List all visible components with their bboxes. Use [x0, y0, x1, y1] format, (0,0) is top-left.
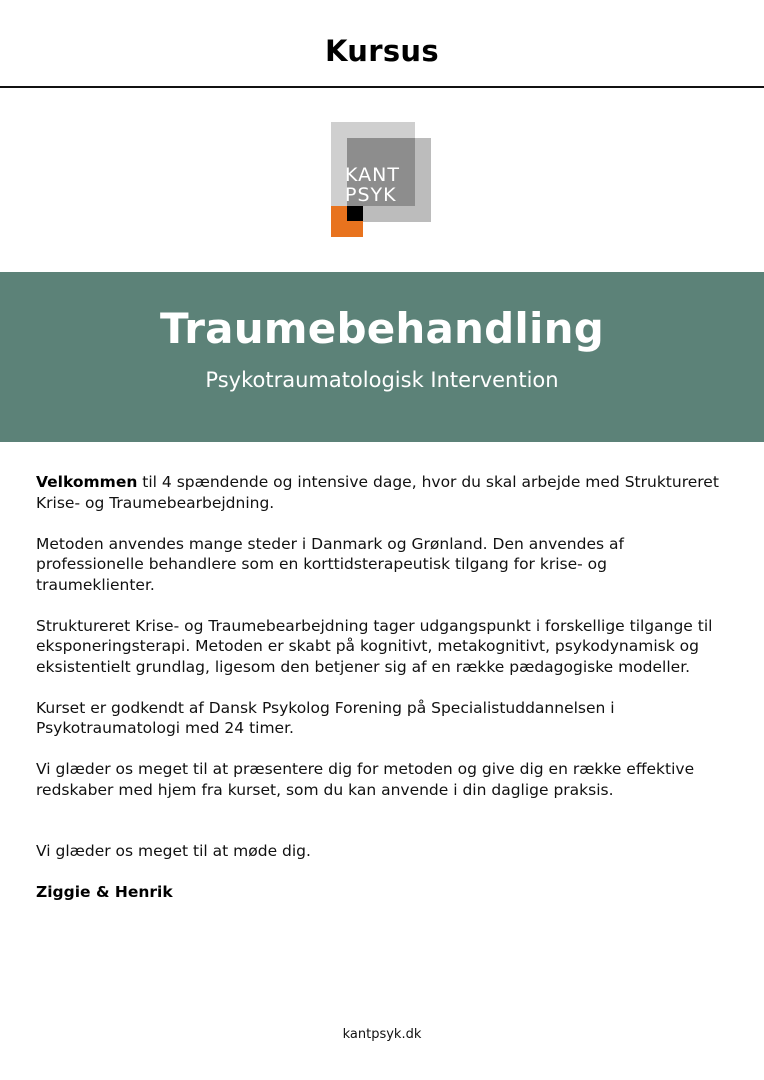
signature: [36, 882, 726, 903]
method-paragraph: Metoden anvendes mange steder i Danmark og Grønland. Den anvendes af professionelle behandlere som en korttidsterapeutisk tilgang for krise- og traumeklienter.: [36, 534, 624, 594]
kantpsyk-logo: [331, 122, 432, 237]
course-description: [36, 472, 726, 923]
intro-bold: Velkommen: [36, 473, 138, 491]
approval-paragraph: Kurset er godkendt af Dansk Psykolog Forening på Specialistuddannelsen i Psykotraumatologi med 24 timer.: [36, 698, 615, 737]
course-subtitle: Psykotraumatologisk Intervention: [205, 368, 559, 392]
page-title: Kursus: [325, 34, 439, 68]
header-divider: [0, 86, 764, 88]
logo-black-square: [347, 206, 363, 221]
intro-paragraph: [36, 472, 726, 513]
logo-word-kant: KANT: [345, 164, 400, 186]
logo-word-psyk: PSYK: [345, 184, 397, 206]
title-banner: [0, 272, 764, 442]
signature-names: Ziggie & Henrik: [36, 883, 173, 901]
course-title: Traumebehandling: [160, 304, 604, 353]
closing-paragraph: Vi glæder os meget til at møde dig.: [36, 842, 311, 860]
basis-paragraph: Struktureret Krise- og Traumebearbejdning tager udgangspunkt i forskellige tilgange til eksponeringsterapi. Metoden er skabt på kognitivt, metakognitivt, psykodynamisk og eksistentielt grundlag, ligesom den betjener sig af en række pædagogiske modeller.: [36, 616, 713, 676]
intro-text: til 4 spændende og intensive dage, hvor du skal arbejde med Struktureret Krise- og Traumebearbejdning.: [36, 473, 719, 512]
tools-paragraph: Vi glæder os meget til at præsentere dig for metoden og give dig en række effektive redskaber med hjem fra kurset, som du kan anvende i din daglige praksis.: [36, 760, 695, 799]
footer-url: kantpsyk.dk: [342, 1027, 422, 1042]
